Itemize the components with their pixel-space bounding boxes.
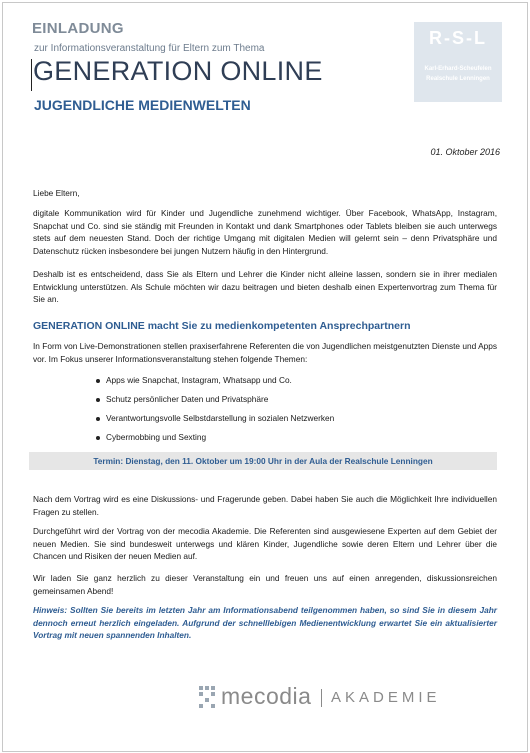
- paragraph-presenter: Durchgeführt wird der Vortrag von der mecodia Akademie. Die Referenten sind ausgewiesene Experten auf dem Gebiet der neuen Medien. Sie sind bundesweit unterwegs und klären Kinder, Jugendliche sowie deren Eltern und Lehrer über die Chancen und Risiken der neuen Medien auf.: [33, 526, 497, 562]
- bullet-icon: [96, 398, 100, 402]
- topic-text: Verantwortungsvolle Selbstdarstellung in sozialen Netzwerken: [106, 413, 335, 423]
- header-kicker: EINLADUNG: [32, 20, 124, 37]
- header-subtitle: zur Informationsveranstaltung für Eltern zum Thema: [34, 43, 265, 54]
- list-item: [96, 390, 334, 409]
- list-item: [96, 371, 334, 390]
- akademie-wordmark: AKADEMIE: [331, 689, 441, 706]
- letter-greeting: Liebe Eltern,: [33, 188, 80, 198]
- bullet-icon: [96, 379, 100, 383]
- mecodia-wordmark: mecodia: [221, 683, 312, 709]
- school-logo-line2: Realschule Lenningen: [426, 76, 490, 82]
- qr-code-icon: [199, 686, 215, 708]
- bullet-icon: [96, 417, 100, 421]
- paragraph-hint: Hinweis: Sollten Sie bereits im letzten Jahr am Informationsabend teilgenommen haben, so sind Sie in diesem Jahr dennoch erneut herzlich eingeladen. Aufgrund der schnelllebigen Medienentwicklung erwartet Sie ein aktualisierter Vortrag mit neuen spannenden Inhalten.: [33, 605, 497, 641]
- list-item: [96, 428, 334, 447]
- text-cursor: [31, 59, 32, 91]
- section-heading: GENERATION ONLINE macht Sie zu medienkompetenten Ansprechpartnern: [33, 320, 411, 332]
- letter-date: 01. Oktober 2016: [430, 147, 500, 157]
- topics-list: [96, 371, 334, 447]
- school-logo-mark: R-S-L: [429, 28, 487, 48]
- topic-text: Cybermobbing und Sexting: [106, 432, 207, 442]
- paragraph-support: Deshalb ist es entscheidend, dass Sie als Eltern und Lehrer die Kinder nicht alleine lassen, sondern sie in ihrer medialen Entwicklung unterstützen. Als Schule möchten wir dazu beitragen und bieten deshalb einen Expertenvortrag zum Thema für Sie an.: [33, 269, 497, 305]
- page-title: GENERATION ONLINE: [33, 56, 323, 86]
- paragraph-intro: digitale Kommunikation wird für Kinder und Jugendliche zunehmend wichtiger. Über Facebook, WhatsApp, Instagram, Snapchat und Co. sind sie ständig mit Freunden in Kontakt und dank Smartphones oder Tablets bleiben sie auch unterwegs stets auf dem neuesten Stand. Doch der richtige Umgang mit digitalen Medien will gelernt sein – denn Privatsphäre und Datenschutz rücken insbesondere bei jungen Nutzern häufig in den Hintergrund.: [33, 208, 497, 256]
- logo-divider: [321, 689, 322, 707]
- school-logo: [414, 22, 502, 102]
- page-subtitle: JUGENDLICHE MEDIENWELTEN: [34, 97, 251, 113]
- paragraph-invitation: Wir laden Sie ganz herzlich zu dieser Veranstaltung ein und freuen uns auf einen anregenden, diskussionsreichen gemeinsamen Abend!: [33, 573, 497, 596]
- topic-text: Schutz persönlicher Daten und Privatsphäre: [106, 394, 269, 404]
- paragraph-format: In Form von Live-Demonstrationen stellen praxiserfahrene Referenten die von Jugendlichen meistgenutzten Dienste und Apps vor. Im Fokus unserer Informationsveranstaltung stehen folgende Themen:: [33, 341, 497, 364]
- event-date-banner: Termin: Dienstag, den 11. Oktober um 19:00 Uhr in der Aula der Realschule Lenningen: [29, 452, 497, 470]
- school-logo-line1: Karl-Erhard-Scheufelen: [424, 66, 492, 72]
- paragraph-discussion: Nach dem Vortrag wird es eine Diskussions- und Fragerunde geben. Dabei haben Sie auch die Möglichkeit Ihre individuellen Fragen zu stellen.: [33, 494, 497, 517]
- topic-text: Apps wie Snapchat, Instagram, Whatsapp und Co.: [106, 375, 292, 385]
- list-item: [96, 409, 334, 428]
- bullet-icon: [96, 436, 100, 440]
